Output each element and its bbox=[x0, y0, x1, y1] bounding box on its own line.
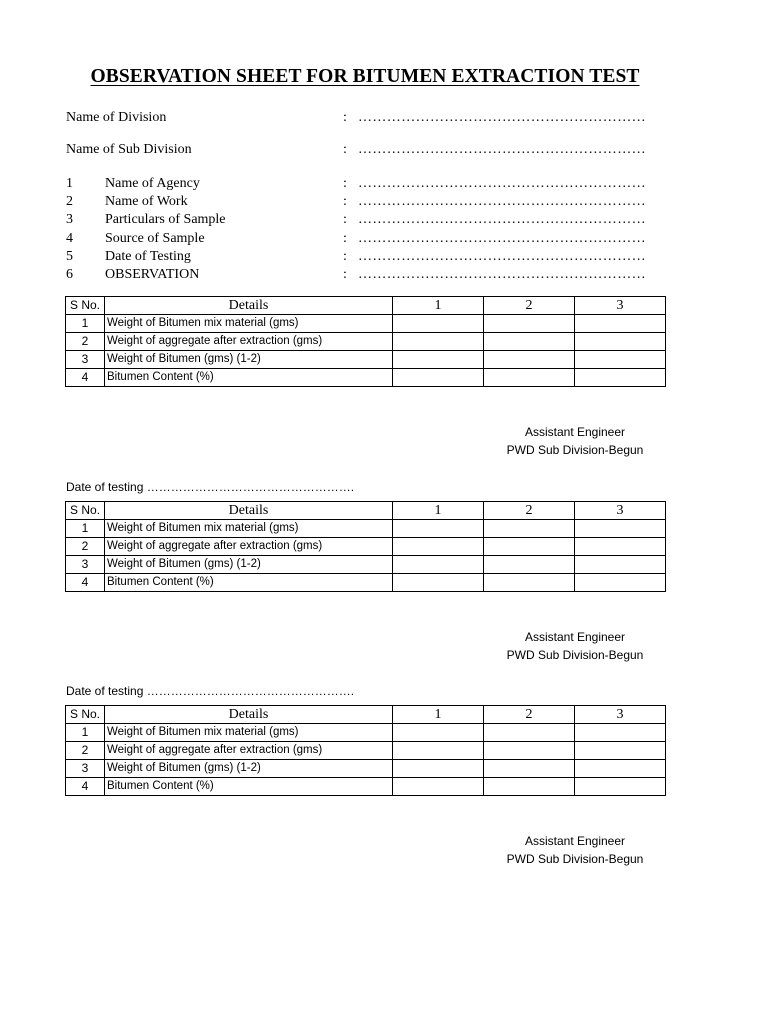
value-cell[interactable] bbox=[393, 742, 484, 760]
value-cell[interactable] bbox=[575, 538, 666, 556]
value-cell[interactable] bbox=[484, 333, 575, 351]
value-cell[interactable] bbox=[484, 742, 575, 760]
field-blank[interactable]: …………………………………………………… bbox=[358, 176, 646, 191]
header-details: Details bbox=[105, 706, 393, 724]
row-details: Bitumen Content (%) bbox=[105, 369, 393, 387]
table-row bbox=[66, 742, 666, 760]
field-colon: : bbox=[343, 249, 347, 264]
value-cell[interactable] bbox=[575, 778, 666, 796]
header-trial-3: 3 bbox=[575, 502, 666, 520]
row-details: Bitumen Content (%) bbox=[105, 778, 393, 796]
row-details: Weight of Bitumen mix material (gms) bbox=[105, 520, 393, 538]
field-agency bbox=[66, 176, 706, 194]
field-colon: : bbox=[343, 176, 347, 191]
value-cell[interactable] bbox=[393, 760, 484, 778]
value-cell[interactable] bbox=[575, 333, 666, 351]
signature-office: PWD Sub Division-Begun bbox=[506, 648, 644, 662]
signature-title: Assistant Engineer bbox=[524, 630, 626, 644]
row-sno: 2 bbox=[66, 333, 105, 351]
table-row bbox=[66, 538, 666, 556]
table-row bbox=[66, 369, 666, 387]
row-details: Bitumen Content (%) bbox=[105, 574, 393, 592]
table-header-row bbox=[66, 706, 666, 724]
header-details: Details bbox=[105, 297, 393, 315]
row-sno: 3 bbox=[66, 556, 105, 574]
field-label: Particulars of Sample bbox=[105, 212, 226, 227]
value-cell[interactable] bbox=[575, 369, 666, 387]
table-row bbox=[66, 351, 666, 369]
value-cell[interactable] bbox=[484, 778, 575, 796]
table-row bbox=[66, 760, 666, 778]
signature-title: Assistant Engineer bbox=[524, 425, 626, 439]
field-blank[interactable]: …………………………………………………… bbox=[358, 110, 646, 125]
value-cell[interactable] bbox=[484, 538, 575, 556]
value-cell[interactable] bbox=[484, 574, 575, 592]
observation-table-3 bbox=[65, 705, 666, 796]
value-cell[interactable] bbox=[393, 724, 484, 742]
field-blank[interactable]: …………………………………………………… bbox=[358, 231, 646, 246]
field-label: Date of Testing bbox=[105, 249, 191, 264]
field-sample-particulars bbox=[66, 212, 706, 230]
signature-office: PWD Sub Division-Begun bbox=[506, 443, 644, 457]
field-colon: : bbox=[343, 142, 347, 157]
row-details: Weight of aggregate after extraction (gms) bbox=[105, 742, 393, 760]
row-details: Weight of Bitumen (gms) (1-2) bbox=[105, 556, 393, 574]
table-row bbox=[66, 574, 666, 592]
value-cell[interactable] bbox=[393, 520, 484, 538]
row-sno: 2 bbox=[66, 538, 105, 556]
value-cell[interactable] bbox=[393, 333, 484, 351]
value-cell[interactable] bbox=[393, 538, 484, 556]
value-cell[interactable] bbox=[575, 760, 666, 778]
observation-table-2 bbox=[65, 501, 666, 592]
header-trial-1: 1 bbox=[393, 502, 484, 520]
value-cell[interactable] bbox=[393, 351, 484, 369]
value-cell[interactable] bbox=[484, 760, 575, 778]
field-label: OBSERVATION bbox=[105, 267, 200, 282]
field-work bbox=[66, 194, 706, 212]
header-sno: S No. bbox=[66, 502, 105, 520]
field-colon: : bbox=[343, 110, 347, 125]
value-cell[interactable] bbox=[575, 315, 666, 333]
header-trial-3: 3 bbox=[575, 297, 666, 315]
signature-block-2 bbox=[490, 628, 660, 664]
row-sno: 1 bbox=[66, 724, 105, 742]
value-cell[interactable] bbox=[484, 351, 575, 369]
field-label: Name of Work bbox=[105, 194, 188, 209]
field-label: Source of Sample bbox=[105, 231, 205, 246]
field-blank[interactable]: …………………………………………………… bbox=[358, 212, 646, 227]
field-blank[interactable]: …………………………………………………… bbox=[358, 194, 646, 209]
signature-block-3 bbox=[490, 832, 660, 868]
row-sno: 4 bbox=[66, 778, 105, 796]
value-cell[interactable] bbox=[484, 556, 575, 574]
field-observation bbox=[66, 267, 706, 285]
field-label: Name of Division bbox=[66, 110, 167, 125]
table-row bbox=[66, 315, 666, 333]
table-row bbox=[66, 778, 666, 796]
table-row bbox=[66, 724, 666, 742]
value-cell[interactable] bbox=[393, 369, 484, 387]
header-trial-2: 2 bbox=[484, 297, 575, 315]
field-blank[interactable]: …………………………………………………… bbox=[358, 249, 646, 264]
row-details: Weight of aggregate after extraction (gms) bbox=[105, 538, 393, 556]
value-cell[interactable] bbox=[393, 778, 484, 796]
field-testing-date bbox=[66, 249, 706, 267]
field-label: Name of Sub Division bbox=[66, 142, 192, 157]
field-colon: : bbox=[343, 267, 347, 282]
value-cell[interactable] bbox=[484, 369, 575, 387]
row-sno: 2 bbox=[66, 742, 105, 760]
row-sno: 3 bbox=[66, 351, 105, 369]
field-number: 3 bbox=[66, 212, 73, 227]
header-trial-1: 1 bbox=[393, 706, 484, 724]
row-sno: 4 bbox=[66, 574, 105, 592]
row-details: Weight of Bitumen (gms) (1-2) bbox=[105, 351, 393, 369]
header-trial-3: 3 bbox=[575, 706, 666, 724]
table-row bbox=[66, 520, 666, 538]
field-number: 4 bbox=[66, 231, 73, 246]
row-details: Weight of Bitumen mix material (gms) bbox=[105, 724, 393, 742]
value-cell[interactable] bbox=[575, 556, 666, 574]
row-details: Weight of Bitumen mix material (gms) bbox=[105, 315, 393, 333]
table-header-row bbox=[66, 297, 666, 315]
value-cell[interactable] bbox=[484, 315, 575, 333]
header-sno: S No. bbox=[66, 297, 105, 315]
row-sno: 1 bbox=[66, 315, 105, 333]
row-details: Weight of Bitumen (gms) (1-2) bbox=[105, 760, 393, 778]
signature-office: PWD Sub Division-Begun bbox=[506, 852, 644, 866]
field-colon: : bbox=[343, 231, 347, 246]
table-row bbox=[66, 556, 666, 574]
field-blank[interactable]: …………………………………………………… bbox=[358, 267, 646, 282]
header-trial-1: 1 bbox=[393, 297, 484, 315]
field-sub-division bbox=[66, 142, 706, 160]
field-division bbox=[66, 110, 706, 128]
page-title: OBSERVATION SHEET FOR BITUMEN EXTRACTION TEST bbox=[90, 66, 640, 87]
value-cell[interactable] bbox=[575, 742, 666, 760]
date-of-testing-3[interactable]: Date of testing ……………………………………………. bbox=[66, 684, 355, 698]
value-cell[interactable] bbox=[393, 556, 484, 574]
row-sno: 3 bbox=[66, 760, 105, 778]
field-number: 2 bbox=[66, 194, 73, 209]
row-sno: 4 bbox=[66, 369, 105, 387]
value-cell[interactable] bbox=[575, 724, 666, 742]
value-cell[interactable] bbox=[575, 520, 666, 538]
row-sno: 1 bbox=[66, 520, 105, 538]
header-details: Details bbox=[105, 502, 393, 520]
value-cell[interactable] bbox=[393, 574, 484, 592]
field-number: 1 bbox=[66, 176, 73, 191]
date-of-testing-2[interactable]: Date of testing ……………………………………………. bbox=[66, 480, 355, 494]
field-number: 6 bbox=[66, 267, 73, 282]
table-header-row bbox=[66, 502, 666, 520]
header-sno: S No. bbox=[66, 706, 105, 724]
field-colon: : bbox=[343, 212, 347, 227]
value-cell[interactable] bbox=[484, 724, 575, 742]
value-cell[interactable] bbox=[393, 315, 484, 333]
header-trial-2: 2 bbox=[484, 706, 575, 724]
value-cell[interactable] bbox=[484, 520, 575, 538]
value-cell[interactable] bbox=[575, 574, 666, 592]
field-blank[interactable]: …………………………………………………… bbox=[358, 142, 646, 157]
field-label: Name of Agency bbox=[105, 176, 200, 191]
field-colon: : bbox=[343, 194, 347, 209]
field-number: 5 bbox=[66, 249, 73, 264]
table-row bbox=[66, 333, 666, 351]
row-details: Weight of aggregate after extraction (gms) bbox=[105, 333, 393, 351]
signature-title: Assistant Engineer bbox=[524, 834, 626, 848]
field-sample-source bbox=[66, 231, 706, 249]
header-trial-2: 2 bbox=[484, 502, 575, 520]
signature-block-1 bbox=[490, 423, 660, 459]
observation-table-1 bbox=[65, 296, 666, 387]
value-cell[interactable] bbox=[575, 351, 666, 369]
